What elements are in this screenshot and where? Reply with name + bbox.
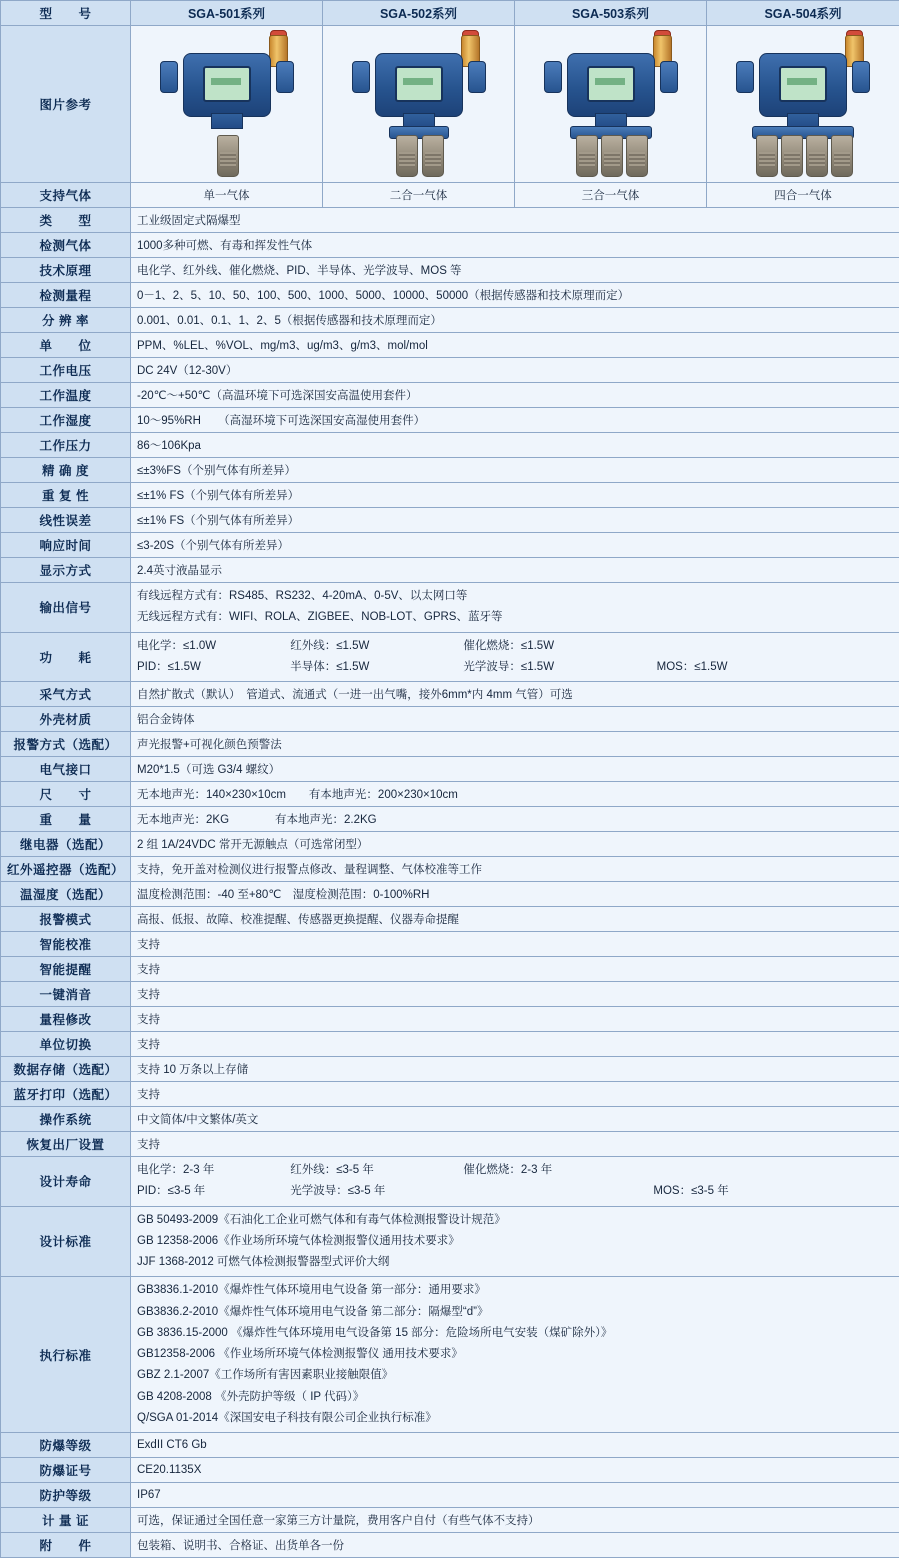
table-row	[1, 283, 899, 308]
row-value: 工业级固定式隔爆型	[131, 208, 899, 233]
row-label: 显示方式	[1, 558, 131, 583]
table-row	[1, 1132, 899, 1157]
table-row	[1, 882, 899, 907]
row-label: 重 复 性	[1, 483, 131, 508]
table-row	[1, 233, 899, 258]
row-value: DC 24V（12-30V）	[131, 358, 899, 383]
gas-detector-icon-1	[152, 31, 302, 175]
row-label: 防爆证号	[1, 1458, 131, 1483]
row-value: 高报、低报、故障、校准提醒、传感器更换提醒、仪器寿命提醒	[131, 907, 899, 932]
row-label: 外壳材质	[1, 707, 131, 732]
row-label: 量程修改	[1, 1007, 131, 1032]
row-value: M20*1.5（可选 G3/4 螺纹）	[131, 757, 899, 782]
row-value: ≤±1% FS（个别气体有所差异）	[131, 508, 899, 533]
row-value: 支持	[131, 982, 899, 1007]
output-signal-line-1: 有线远程方式有：RS485、RS232、4-20mA、0-5V、以太网口等	[137, 586, 893, 607]
table-row	[1, 333, 899, 358]
row-label-image: 图片参考	[1, 26, 131, 183]
row-value: 无本地声光：140×230×10cm 有本地声光：200×230×10cm	[131, 782, 899, 807]
row-value: ≤±3%FS（个别气体有所差异）	[131, 458, 899, 483]
row-value: 支持	[131, 1082, 899, 1107]
table-row-output-signal	[1, 583, 899, 633]
design-standard-line: GB 12358-2006《作业场所环境气体检测报警仪通用技术要求》	[137, 1231, 893, 1252]
power-item: 催化燃烧：≤1.5W	[463, 636, 554, 657]
row-label: 工作电压	[1, 358, 131, 383]
table-row	[1, 757, 899, 782]
table-row	[1, 732, 899, 757]
table-row	[1, 308, 899, 333]
table-row	[1, 483, 899, 508]
row-value: 中文简体/中文繁体/英文	[131, 1107, 899, 1132]
row-label: 类 型	[1, 208, 131, 233]
gas-support-cell-2: 二合一气体	[323, 183, 515, 208]
exec-standard-line: GBZ 2.1-2007《工作场所有害因素职业接触限值》	[137, 1365, 893, 1386]
row-label: 报警模式	[1, 907, 131, 932]
row-value: 声光报警+可视化颜色预警法	[131, 732, 899, 757]
row-label-gas-support: 支持气体	[1, 183, 131, 208]
row-value: 0－1、2、5、10、50、100、500、1000、5000、10000、50000（根据传感器和技术原理而定）	[131, 283, 899, 308]
row-label-model: 型 号	[1, 1, 131, 26]
row-value: 0.001、0.01、0.1、1、2、5（根据传感器和技术原理而定）	[131, 308, 899, 333]
row-value: 支持	[131, 932, 899, 957]
row-label: 工作温度	[1, 383, 131, 408]
row-value: 2 组 1A/24VDC 常开无源触点（可选常闭型）	[131, 832, 899, 857]
product-image-3	[515, 26, 707, 183]
design-standard-line: JJF 1368-2012 可燃气体检测报警器型式评价大纲	[137, 1252, 893, 1273]
power-item: 电化学：≤1.0W	[137, 636, 287, 657]
row-label: 检测量程	[1, 283, 131, 308]
lifetime-item: 光学波导：≤3-5 年	[290, 1181, 650, 1202]
row-label: 尺 寸	[1, 782, 131, 807]
row-label: 报警方式（选配）	[1, 732, 131, 757]
power-item: 光学波导：≤1.5W	[463, 657, 653, 678]
table-row	[1, 433, 899, 458]
row-value-exec-standard	[131, 1277, 899, 1433]
row-value-power	[131, 632, 899, 682]
row-label: 防爆等级	[1, 1433, 131, 1458]
row-value: -20℃～+50℃（高温环境下可选深国安高温使用套件）	[131, 383, 899, 408]
table-row	[1, 408, 899, 433]
table-row	[1, 832, 899, 857]
product-image-4	[707, 26, 899, 183]
table-row	[1, 358, 899, 383]
table-row	[1, 208, 899, 233]
table-row-lifetime	[1, 1157, 899, 1207]
model-cell-4: SGA-504系列	[707, 1, 899, 26]
gas-detector-icon-3	[536, 31, 686, 175]
row-label-design-standard: 设计标准	[1, 1206, 131, 1277]
table-row	[1, 1533, 899, 1558]
power-item: 红外线：≤1.5W	[290, 636, 460, 657]
row-value: 支持，免开盖对检测仪进行报警点修改、量程调整、气体校准等工作	[131, 857, 899, 882]
row-value: ≤3-20S（个别气体有所差异）	[131, 533, 899, 558]
row-label: 防护等级	[1, 1483, 131, 1508]
lifetime-line-2	[137, 1181, 893, 1202]
row-label: 一键消音	[1, 982, 131, 1007]
model-cell-2: SGA-502系列	[323, 1, 515, 26]
lifetime-item: 红外线：≤3-5 年	[290, 1160, 460, 1181]
table-row-model	[1, 1, 899, 26]
lifetime-item: MOS：≤3-5 年	[653, 1181, 728, 1202]
row-label: 检测气体	[1, 233, 131, 258]
model-cell-3: SGA-503系列	[515, 1, 707, 26]
row-label: 恢复出厂设置	[1, 1132, 131, 1157]
row-label: 操作系统	[1, 1107, 131, 1132]
row-value: 86～106Kpa	[131, 433, 899, 458]
row-label: 电气接口	[1, 757, 131, 782]
row-value: 铝合金铸体	[131, 707, 899, 732]
row-label: 单位切换	[1, 1032, 131, 1057]
row-label: 技术原理	[1, 258, 131, 283]
power-item: MOS：≤1.5W	[657, 657, 728, 678]
table-row-power	[1, 632, 899, 682]
exec-standard-line: Q/SGA 01-2014《深国安电子科技有限公司企业执行标准》	[137, 1408, 893, 1429]
table-row-gas-support	[1, 183, 899, 208]
gas-support-cell-3: 三合一气体	[515, 183, 707, 208]
row-label: 红外遥控器（选配）	[1, 857, 131, 882]
table-row	[1, 533, 899, 558]
row-label-output-signal: 输出信号	[1, 583, 131, 633]
table-row	[1, 857, 899, 882]
row-value: 支持	[131, 1032, 899, 1057]
table-row-design-standard	[1, 1206, 899, 1277]
row-label: 工作湿度	[1, 408, 131, 433]
row-value: 支持	[131, 1132, 899, 1157]
row-value: 支持 10 万条以上存储	[131, 1057, 899, 1082]
table-row	[1, 558, 899, 583]
model-cell-1: SGA-501系列	[131, 1, 323, 26]
table-row	[1, 957, 899, 982]
row-value: ExdII CT6 Gb	[131, 1433, 899, 1458]
row-label: 线性误差	[1, 508, 131, 533]
table-row	[1, 1057, 899, 1082]
row-label-lifetime: 设计寿命	[1, 1157, 131, 1207]
table-row	[1, 1007, 899, 1032]
table-row	[1, 458, 899, 483]
row-label: 温湿度（选配）	[1, 882, 131, 907]
table-row	[1, 1508, 899, 1533]
row-value: IP67	[131, 1483, 899, 1508]
row-value: 温度检测范围：-40 至+80℃ 湿度检测范围：0-100%RH	[131, 882, 899, 907]
exec-standard-line: GB3836.2-2010《爆炸性气体环境用电气设备 第二部分：隔爆型“d”》	[137, 1302, 893, 1323]
row-label: 精 确 度	[1, 458, 131, 483]
row-label: 响应时间	[1, 533, 131, 558]
row-label: 工作压力	[1, 433, 131, 458]
row-value: 10～95%RH （高湿环境下可选深国安高湿使用套件）	[131, 408, 899, 433]
row-value-design-standard	[131, 1206, 899, 1277]
row-value: 无本地声光：2KG 有本地声光：2.2KG	[131, 807, 899, 832]
exec-standard-line: GB 4208-2008 《外壳防护等级（ IP 代码）》	[137, 1387, 893, 1408]
row-label: 智能校准	[1, 932, 131, 957]
table-row	[1, 258, 899, 283]
lifetime-line-1	[137, 1160, 893, 1181]
row-value: CE20.1135X	[131, 1458, 899, 1483]
row-label: 蓝牙打印（选配）	[1, 1082, 131, 1107]
row-label: 采气方式	[1, 682, 131, 707]
exec-standard-line: GB 3836.15-2000 《爆炸性气体环境用电气设备第 15 部分：危险场所电气安装（煤矿除外）》	[137, 1323, 893, 1344]
gas-support-cell-4: 四合一气体	[707, 183, 899, 208]
row-value-output-signal	[131, 583, 899, 633]
table-row	[1, 1433, 899, 1458]
row-value: 自然扩散式（默认） 管道式、流通式（一进一出气嘴，接外6mm*内 4mm 气管）可选	[131, 682, 899, 707]
row-label: 单 位	[1, 333, 131, 358]
row-value: PPM、%LEL、%VOL、mg/m3、ug/m3、g/m3、mol/mol	[131, 333, 899, 358]
row-label: 数据存储（选配）	[1, 1057, 131, 1082]
row-value: 可选，保证通过全国任意一家第三方计量院，费用客户自付（有些气体不支持）	[131, 1508, 899, 1533]
table-row	[1, 383, 899, 408]
table-row	[1, 932, 899, 957]
row-value: 支持	[131, 1007, 899, 1032]
gas-detector-icon-2	[344, 31, 494, 175]
row-label: 智能提醒	[1, 957, 131, 982]
lifetime-item: PID：≤3-5 年	[137, 1181, 287, 1202]
row-value-lifetime	[131, 1157, 899, 1207]
exec-standard-line: GB12358-2006 《作业场所环境气体检测报警仪 通用技术要求》	[137, 1344, 893, 1365]
power-line-1	[137, 636, 893, 657]
row-label: 附 件	[1, 1533, 131, 1558]
table-row	[1, 807, 899, 832]
gas-support-cell-1: 单一气体	[131, 183, 323, 208]
row-label-power: 功 耗	[1, 632, 131, 682]
row-value: 支持	[131, 957, 899, 982]
exec-standard-line: GB3836.1-2010《爆炸性气体环境用电气设备 第一部分：通用要求》	[137, 1280, 893, 1301]
power-line-2	[137, 657, 893, 678]
table-row	[1, 982, 899, 1007]
product-image-2	[323, 26, 515, 183]
lifetime-item: 催化燃烧：2-3 年	[463, 1160, 552, 1181]
power-item: 半导体：≤1.5W	[290, 657, 460, 678]
table-row	[1, 508, 899, 533]
row-label: 继电器（选配）	[1, 832, 131, 857]
row-value: ≤±1% FS（个别气体有所差异）	[131, 483, 899, 508]
row-value: 2.4英寸液晶显示	[131, 558, 899, 583]
table-row-exec-standard	[1, 1277, 899, 1433]
design-standard-line: GB 50493-2009《石油化工企业可燃气体和有毒气体检测报警设计规范》	[137, 1210, 893, 1231]
power-item: PID：≤1.5W	[137, 657, 287, 678]
table-row	[1, 1082, 899, 1107]
table-row	[1, 907, 899, 932]
table-row	[1, 1458, 899, 1483]
row-label: 分 辨 率	[1, 308, 131, 333]
row-label: 计 量 证	[1, 1508, 131, 1533]
table-row-images	[1, 26, 899, 183]
output-signal-line-2: 无线远程方式有：WIFI、ROLA、ZIGBEE、NOB-LOT、GPRS、蓝牙等	[137, 607, 893, 628]
table-row	[1, 707, 899, 732]
product-image-1	[131, 26, 323, 183]
row-value: 1000多种可燃、有毒和挥发性气体	[131, 233, 899, 258]
row-label-exec-standard: 执行标准	[1, 1277, 131, 1433]
row-label: 重 量	[1, 807, 131, 832]
lifetime-item: 电化学：2-3 年	[137, 1160, 287, 1181]
row-value: 包装箱、说明书、合格证、出货单各一份	[131, 1533, 899, 1558]
table-row	[1, 1032, 899, 1057]
table-row	[1, 782, 899, 807]
table-row	[1, 682, 899, 707]
table-row	[1, 1483, 899, 1508]
gas-detector-icon-4	[728, 31, 878, 175]
table-row	[1, 1107, 899, 1132]
row-value: 电化学、红外线、催化燃烧、PID、半导体、光学波导、MOS 等	[131, 258, 899, 283]
